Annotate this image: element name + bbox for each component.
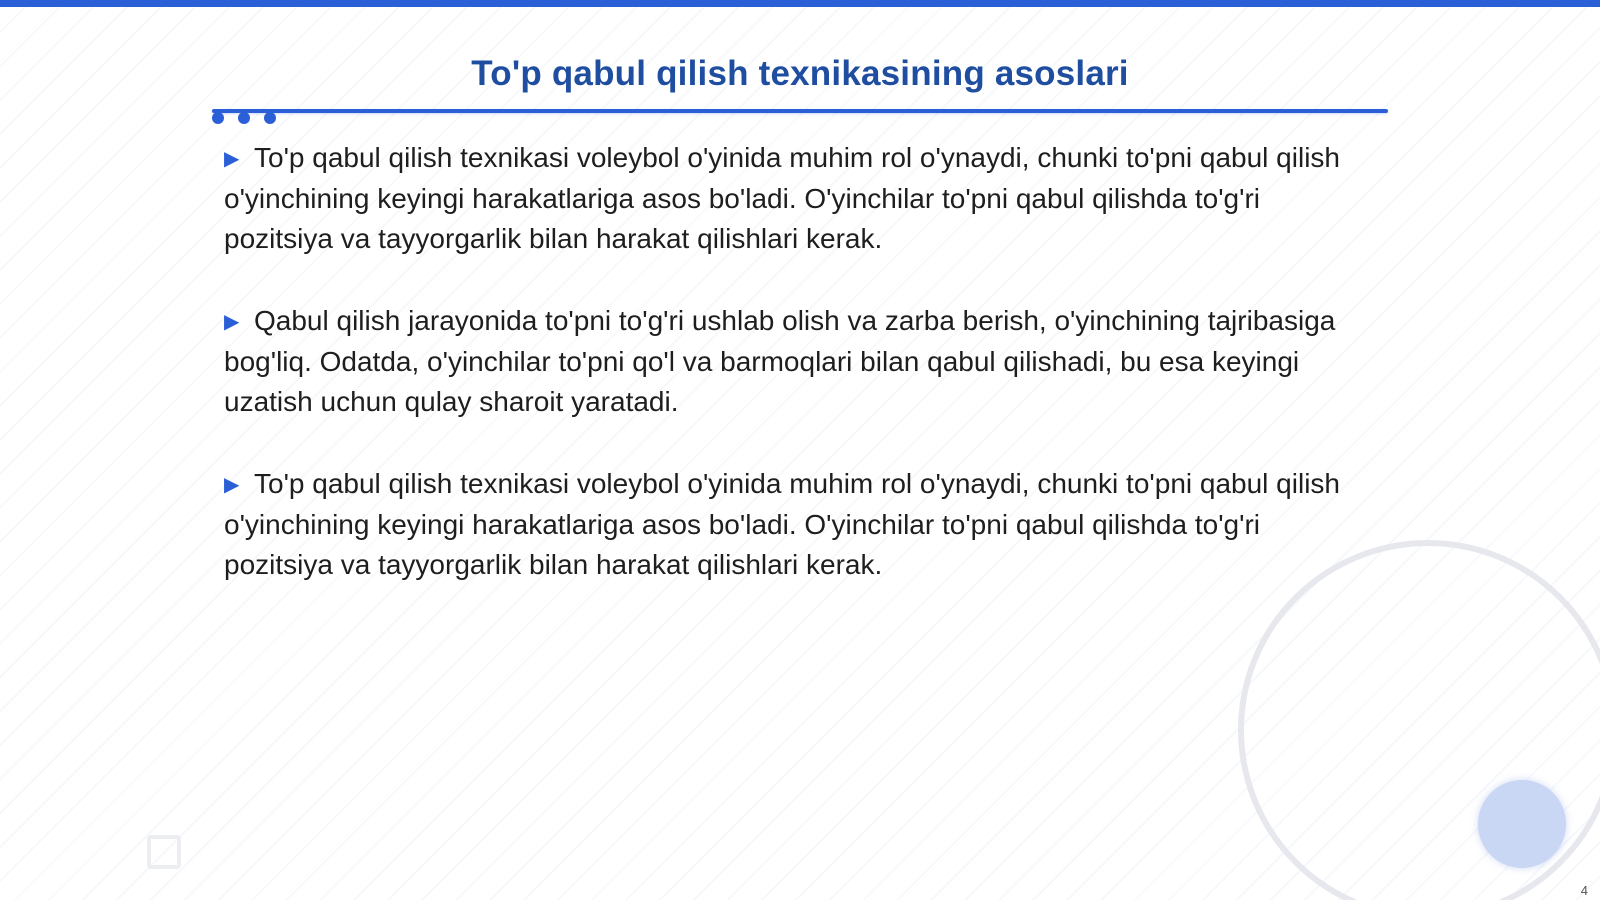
page-number: 4 [1580, 883, 1588, 898]
decor-circle-filled [1478, 780, 1566, 868]
bullet-paragraph [224, 464, 1374, 585]
bullet-text: To'p qabul qilish texnikasi voleybol o'yinida muhim rol o'ynaydi, chunki to'pni qabul qilish o'yinchining keyingi harakatlariga asos bo'ladi. O'yinchilar to'pni qabul qilishda to'g'ri pozitsiya va tayyorgarlik bilan harakat qilishlari kerak. [224, 142, 1340, 254]
bullet-text: To'p qabul qilish texnikasi voleybol o'yinida muhim rol o'ynaydi, chunki to'pni qabul qilish o'yinchining keyingi harakatlariga asos bo'ladi. O'yinchilar to'pni qabul qilishda to'g'ri pozitsiya va tayyorgarlik bilan harakat qilishlari kerak. [224, 468, 1340, 580]
slide-title: To'p qabul qilish texnikasining asoslari [471, 54, 1129, 93]
bullet-paragraph [224, 138, 1374, 259]
bullet-text: Qabul qilish jarayonida to'pni to'g'ri ushlab olish va zarba berish, o'yinchining tajribasiga bog'liq. Odatda, o'yinchilar to'pni qo'l va barmoqlari bilan qabul qilishadi, bu esa keyingi uzatish uchun qulay sharoit yaratadi. [224, 305, 1336, 417]
bullet-arrow-icon: ▶ [224, 311, 240, 333]
bullet-paragraph [224, 301, 1374, 422]
bullet-arrow-icon: ▶ [224, 148, 240, 170]
decor-square [147, 835, 181, 869]
title-underline [212, 109, 1388, 113]
bullet-arrow-icon: ▶ [224, 474, 240, 496]
bullet-list [224, 138, 1374, 627]
top-accent-bar [0, 0, 1600, 7]
decor-dot [238, 112, 250, 124]
decor-dot [264, 112, 276, 124]
decor-dot [212, 112, 224, 124]
